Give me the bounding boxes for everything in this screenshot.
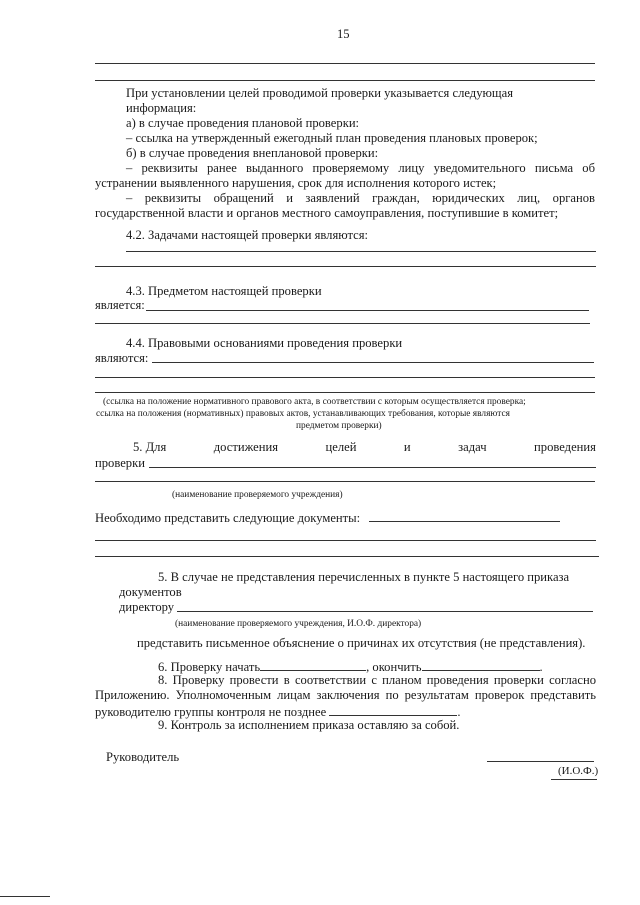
goals-word-4: и: [403, 440, 411, 454]
director-label: директору: [119, 600, 175, 614]
deadline-date-field[interactable]: [329, 703, 457, 716]
footer-rule: [0, 896, 50, 897]
legal-basis-field-line1[interactable]: [152, 362, 594, 363]
check-end-label: , окончить: [366, 660, 422, 674]
legal-basis-note-line2: ссылка на положения (нормативных) правовых актов, устанавливающих требования, которые являются: [96, 409, 510, 419]
unplanned-item2-line2: государственной власти и органов местного самоуправления, поступившие в комитет;: [95, 206, 559, 220]
unplanned-item1-line2: устранении выявленного нарушения, срок для исполнения которого истек;: [95, 176, 497, 190]
check-dates-dot: .: [539, 660, 543, 674]
director-field-line[interactable]: [177, 611, 593, 612]
goals-field-line1[interactable]: [149, 467, 596, 468]
check-start-date-field[interactable]: [260, 658, 366, 671]
tasks-field-line2[interactable]: [95, 266, 596, 267]
signature-initials-rule: [551, 779, 597, 780]
nonsubmission-line1: 5. В случае не представления перечисленных в пункте 5 настоящего приказа: [158, 570, 570, 584]
institution-name-note: (наименование проверяемого учреждения): [172, 490, 343, 500]
legal-basis-label: являются:: [95, 351, 149, 365]
director-note: (наименование проверяемого учреждения, И.О.Ф. директора): [175, 619, 422, 629]
check-end-date-field[interactable]: [422, 658, 540, 671]
goals-field-line2[interactable]: [95, 481, 595, 482]
plan-line2: Приложению. Уполномоченным лицам заключения по результатам проверок представить: [95, 688, 596, 702]
unplanned-check-heading: б) в случае проведения внеплановой проверки:: [126, 146, 379, 160]
planned-check-heading: а) в случае проведения плановой проверки:: [126, 116, 360, 130]
header-rule-1: [95, 63, 595, 64]
deadline-dot: .: [457, 705, 461, 719]
legal-basis-heading: 4.4. Правовыми основаниями проведения проверки: [126, 336, 403, 350]
plan-line1: 8. Проверку провести в соответствии с планом проведения проверки согласно: [158, 673, 596, 687]
goals-intro-line1: При установлении целей проводимой проверки указывается следующая: [126, 86, 513, 100]
explanation-line: представить письменное объяснение о причинах их отсутствия (не представления).: [137, 636, 586, 650]
documents-field-line1[interactable]: [369, 521, 560, 522]
signature-initials: (И.О.Ф.): [558, 765, 599, 777]
signature-line[interactable]: [487, 761, 594, 762]
legal-basis-field-line2[interactable]: [95, 377, 595, 378]
goals-intro-line2: информация:: [126, 101, 197, 115]
unplanned-item1-line1: – реквизиты ранее выданного проверяемому лицу уведомительного письма об: [126, 161, 595, 175]
goals-word-3: целей: [325, 440, 357, 454]
deadline-label: руководителю группы контроля не позднее: [95, 705, 327, 719]
unplanned-item2-line1: – реквизиты обращений и заявлений граждан, юридических лиц, органов: [126, 191, 595, 205]
page-number: 15: [337, 27, 350, 41]
legal-basis-note-line1: (ссылка на положение нормативного правового акта, в соответствии с которым осуществляется проверка;: [103, 397, 526, 407]
header-rule-2: [95, 80, 595, 81]
check-start-label: 6. Проверку начать: [158, 660, 261, 674]
tasks-heading: 4.2. Задачами настоящей проверки являются:: [126, 228, 369, 242]
control-line: 9. Контроль за исполнением приказа оставляю за собой.: [158, 718, 460, 732]
goals-achievement-line2: проверки: [95, 456, 145, 470]
goals-word-5: задач: [458, 440, 487, 454]
subject-label: является:: [95, 298, 145, 312]
nonsubmission-line2: документов: [119, 585, 182, 599]
subject-field-line2[interactable]: [95, 323, 590, 324]
legal-basis-note-line3: предметом проверки): [296, 421, 382, 431]
tasks-field-line1[interactable]: [126, 251, 596, 252]
goals-word-6: проведения: [534, 440, 596, 454]
head-title: Руководитель: [106, 750, 180, 764]
documents-required-label: Необходимо представить следующие документы:: [95, 511, 361, 525]
goals-word-2: достижения: [213, 440, 278, 454]
planned-check-item: – ссылка на утвержденный ежегодный план проведения плановых проверок;: [126, 131, 538, 145]
documents-field-line2[interactable]: [95, 540, 596, 541]
goals-word-1: 5. Для: [133, 440, 167, 454]
documents-field-line3[interactable]: [95, 556, 599, 557]
goals-achievement-line1: [133, 440, 596, 455]
subject-heading: 4.3. Предметом настоящей проверки: [126, 284, 322, 298]
subject-field-line1[interactable]: [146, 310, 589, 311]
legal-basis-field-line3[interactable]: [95, 392, 595, 393]
